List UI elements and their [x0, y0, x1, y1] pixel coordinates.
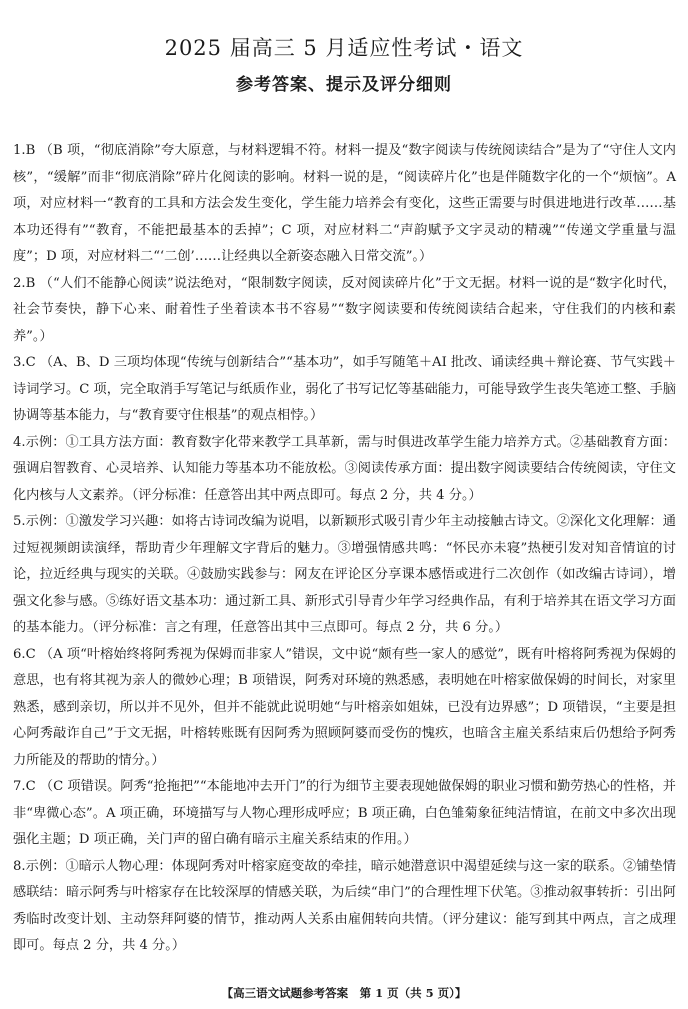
answer-list: [13, 138, 676, 960]
exam-title: 2025 届高三 5 月适应性考试・语文: [164, 36, 524, 60]
answer-item-6: 6.C （A 项“叶榕始终将阿秀视为保姆而非家人”错误，文中说“颇有些一家人的感觉”，既有叶榕将阿秀视为保姆的意思，也有将其视为亲人的微妙心理；B 项错误，阿秀对环境的熟悉感，表明她在叶榕家做保姆的时间长，对家里熟悉，感到亲切，所以并不见外，但并不能就此说明她“与叶榕亲如姐妹，已没有边界感”；D 项错误，“主要是担心阿秀敲诈自己”于文无据，叶榕转账既有因阿秀为照顾阿婆而受伤的愧疚，也暗含主雇关系结束后仍想给予阿秀力所能及的帮助的情分。）: [13, 646, 676, 768]
answer-item-4: 4.示例：①工具方法方面：教育数字化带来教学工具革新，需与时俱进改革学生能力培养方式。②基础教育方面：强调启智教育、心灵培养、认知能力等基本功不能放松。③阅读传承方面：提出数字阅读要结合传统阅读，守住文化内核与人文素养。（评分标准：任意答出其中两点即可。每点 2 分，共 4 分。）: [13, 434, 676, 503]
answer-item-5: 5.示例：①激发学习兴趣：如将古诗词改编为说唱，以新颖形式吸引青少年主动接触古诗文。②深化文化理解：通过短视频朗读演绎，帮助青少年理解文字背后的魅力。③增强情感共鸣：“怀民亦未寝”热梗引发对知音情谊的讨论，拉近经典与现实的关联。④鼓励实践参与：网友在评论区分享课本感悟或进行二次创作（如改编古诗词），增强文化参与感。⑤练好语文基本功：通过新工具、新形式引导青少年学习经典作品，有利于培养其在语文学习方面的基本能力。（评分标准：言之有理，任意答出其中三点即可。每点 2 分，共 6 分。）: [13, 514, 676, 635]
answer-item-1: 1.B （B 项，“彻底消除”夸大原意，与材料逻辑不符。材料一提及“数字阅读与传统阅读结合”是为了“守住人文内核”，“缓解”而非“彻底消除”碎片化阅读的影响。材料一说的是，“阅读碎片化”也是伴随数字化的一个“烦恼”。A 项，对应材料一“教育的工具和方法会发生变化，学生能力培养会有变化，这些正需要与时俱进地进行改革……基本功还得有”“教育，不能把最基本的丢掉”；C 项，对应材料二“声韵赋予文字灵动的精魂”“传递文学重量与温度”；D 项，对应材料二“‘二创’……让经典以全新姿态融入日常交流”。）: [13, 143, 676, 264]
answer-item-7: 7.C （C 项错误。阿秀“抢拖把”“本能地冲去开门”的行为细节主要表现她做保姆的职业习惯和勤劳热心的性格，并非“卑微心态”。A 项正确，环境描写与人物心理形成呼应；B 项正确，白色雏菊象征纯洁情谊，在前文中多次出现强化主题；D 项正确，关门声的留白确有暗示主雇关系结束的作用。）: [13, 779, 676, 847]
answer-item-3: 3.C （A、B、D 三项均体现“传统与创新结合”“基本功”，如手写随笔＋AI 批改、诵读经典＋辩论赛、节气实践＋诗词学习。C 项，完全取消手写笔记与纸质作业，弱化了书写记忆等基础能力，可能导致学生丧失笔迹工整、手脑协调等基本能力，与“教育要守住根基”的观点相悖。）: [13, 355, 676, 423]
answer-key-subtitle: 参考答案、提示及评分细则: [236, 75, 452, 95]
answer-item-8: 8.示例：①暗示人物心理：体现阿秀对叶榕家庭变故的牵挂，暗示她潜意识中渴望延续与这一家的联系。②铺垫情感联结：暗示阿秀与叶榕家存在比较深厚的情感关联，为后续“串门”的合理性埋下伏笔。③推动叙事转折：引出阿秀临时改变计划、主动祭拜阿婆的情节，推动两人关系由雇佣转向共情。（评分建议：能写到其中两点，言之成理即可。每点 2 分，共 4 分。）: [13, 858, 676, 953]
page-footer: 【高三语文试题参考答案 第 1 页（共 5 页）】: [221, 986, 467, 1000]
answer-item-2: 2.B （“人们不能静心阅读”说法绝对，“限制数字阅读，反对阅读碎片化”于文无据。材料一说的是“数字化时代，社会节奏快，静下心来、耐着性子坐着读本书不容易”“数字阅读要和传统阅读结合起来，守住我们的内核和素养”。）: [13, 275, 676, 344]
